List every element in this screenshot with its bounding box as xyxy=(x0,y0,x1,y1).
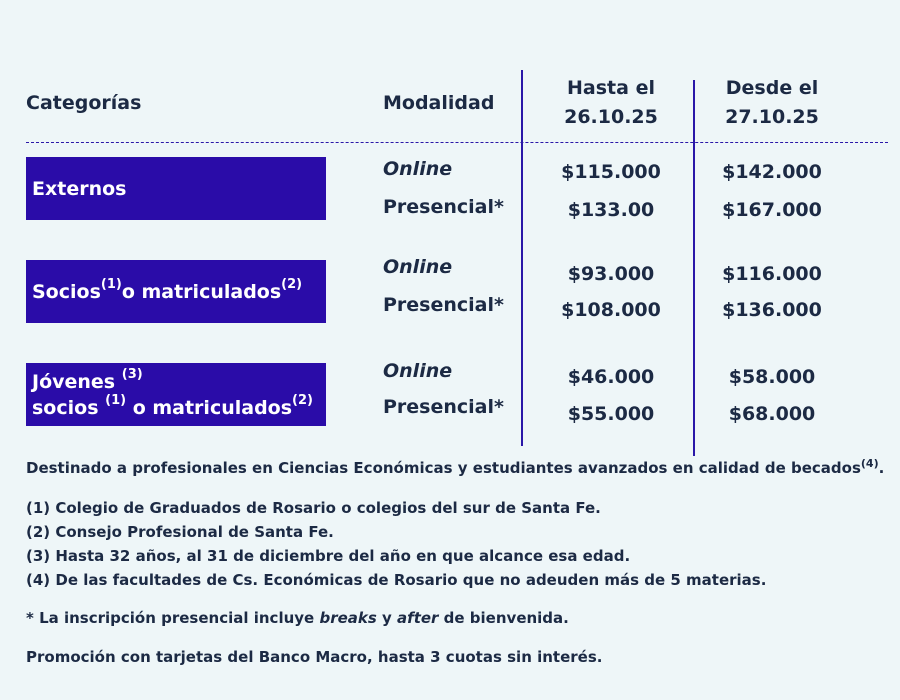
footnote-4: (4) De las facultades de Cs. Económicas de Rosario que no adeuden más de 5 materias. xyxy=(26,571,767,589)
footnote-ref-2: (2) xyxy=(281,277,303,293)
category-jovenes xyxy=(26,363,326,426)
footnote-ref-2b: (2) xyxy=(292,393,313,409)
row1-presencial-hasta: $133.00 xyxy=(567,199,655,221)
header-categorias: Categorías xyxy=(26,92,142,114)
footnote-3: (3) Hasta 32 años, al 31 de diciembre del año en que alcance esa edad. xyxy=(26,547,631,565)
row3-online-label: Online xyxy=(383,360,453,382)
column-divider-1 xyxy=(521,70,523,446)
note-destinado-end: . xyxy=(878,459,885,477)
header-desde-line1: Desde el xyxy=(725,77,819,99)
header-hasta-line2: 26.10.25 xyxy=(564,106,658,128)
category-externos xyxy=(26,157,326,220)
category-jovenes-part1: socios xyxy=(32,396,99,419)
row2-presencial-hasta: $108.000 xyxy=(561,299,661,321)
row1-presencial-label: Presencial* xyxy=(383,196,504,218)
footnote-2: (2) Consejo Profesional de Santa Fe. xyxy=(26,523,334,541)
row2-online-hasta: $93.000 xyxy=(567,263,655,285)
note-inscripcion-part2: de bienvenida. xyxy=(443,609,569,627)
category-jovenes-label: Jóvenes xyxy=(32,370,116,393)
category-jovenes-line2 xyxy=(32,395,326,421)
row1-presencial-desde: $167.000 xyxy=(722,199,822,221)
row2-online-desde: $116.000 xyxy=(722,263,822,285)
row2-online-label: Online xyxy=(383,256,453,278)
header-modalidad: Modalidad xyxy=(383,92,495,114)
category-externos-label: Externos xyxy=(32,177,127,200)
category-socios-part2: o matriculados xyxy=(121,280,282,303)
row2-presencial-label: Presencial* xyxy=(383,294,504,316)
row1-online-desde: $142.000 xyxy=(722,161,822,183)
note-inscripcion-y: y xyxy=(382,609,392,627)
footnote-ref-3: (3) xyxy=(121,367,143,383)
note-inscripcion-breaks: breaks xyxy=(319,609,377,627)
category-socios xyxy=(26,260,326,323)
header-hasta-line1: Hasta el xyxy=(567,77,655,99)
category-socios-part1: Socios xyxy=(32,280,101,303)
header-divider xyxy=(26,142,888,143)
header-hasta xyxy=(536,74,686,132)
row1-online-label: Online xyxy=(383,158,453,180)
row3-presencial-desde: $68.000 xyxy=(728,403,816,425)
footnote-1: (1) Colegio de Graduados de Rosario o colegios del sur de Santa Fe. xyxy=(26,499,601,517)
note-destinado xyxy=(26,456,886,480)
note-destinado-text: Destinado a profesionales en Ciencias Económicas y estudiantes avanzados en calidad de becados xyxy=(26,459,861,477)
note-promocion: Promoción con tarjetas del Banco Macro, hasta 3 cuotas sin interés. xyxy=(26,648,603,666)
row2-presencial-desde: $136.000 xyxy=(722,299,822,321)
note-inscripcion xyxy=(26,606,569,630)
row3-online-desde: $58.000 xyxy=(728,366,816,388)
footnote-ref-4: (4) xyxy=(860,457,879,470)
note-inscripcion-after: after xyxy=(397,609,439,627)
row1-online-hasta: $115.000 xyxy=(561,161,661,183)
row3-online-hasta: $46.000 xyxy=(567,366,655,388)
header-desde xyxy=(697,74,847,132)
note-inscripcion-part1: * La inscripción presencial incluye xyxy=(26,609,315,627)
header-desde-line2: 27.10.25 xyxy=(725,106,819,128)
footnote-ref-1b: (1) xyxy=(105,393,127,409)
category-jovenes-part2: o matriculados xyxy=(132,396,293,419)
row3-presencial-hasta: $55.000 xyxy=(567,403,655,425)
footnote-ref-1: (1) xyxy=(100,277,122,293)
row3-presencial-label: Presencial* xyxy=(383,396,504,418)
column-divider-2 xyxy=(693,80,695,456)
category-socios-label xyxy=(32,279,326,305)
category-jovenes-line1 xyxy=(32,369,326,395)
